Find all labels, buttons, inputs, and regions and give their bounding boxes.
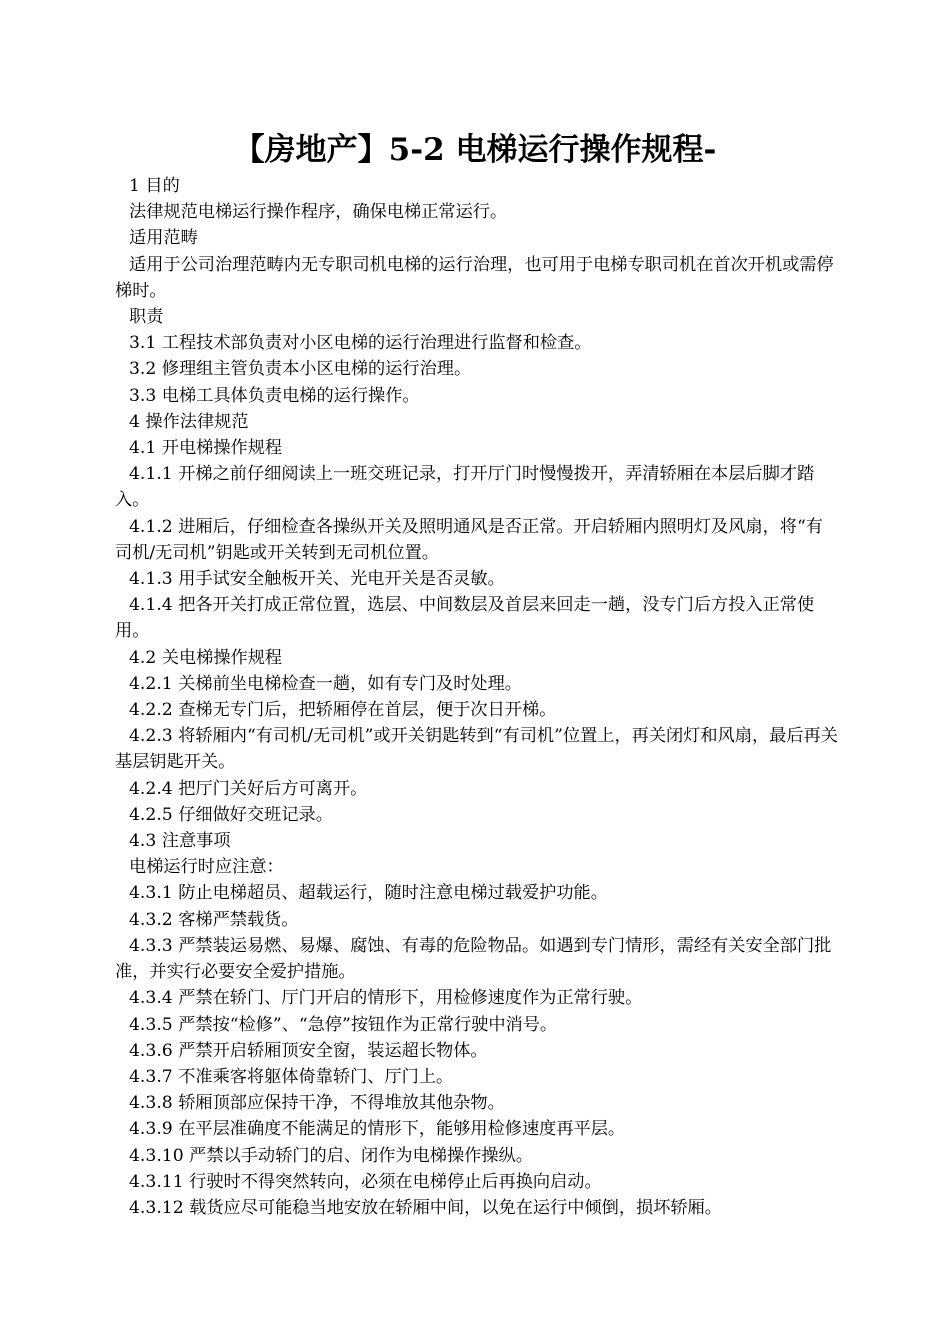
document-paragraph: 职责 xyxy=(129,307,164,328)
document-paragraph: 4.3.7 不准乘客将躯体倚靠轿门、厅门上。 xyxy=(129,1066,454,1087)
document-paragraph: 4.3.11 行驶时不得突然转向，必须在电梯停止后再换向启动。 xyxy=(129,1171,602,1192)
document-paragraph: 法律规范电梯运行操作程序，确保电梯正常运行。 xyxy=(129,202,508,223)
document-paragraph: 3.1 工程技术部负责对小区电梯的运行治理进行监督和检查。 xyxy=(129,333,592,354)
document-paragraph: 3.3 电梯工具体负责电梯的运行操作。 xyxy=(129,385,420,406)
document-body xyxy=(115,173,840,1221)
document-paragraph: 4.2.4 把厅门关好后方可离开。 xyxy=(129,778,368,799)
document-paragraph: 4 操作法律规范 xyxy=(129,411,249,432)
document-paragraph: 4.3.1 防止电梯超员、超载运行，随时注意电梯过载爱护功能。 xyxy=(129,883,608,904)
document-paragraph: 4.3.6 严禁开启轿厢顶安全窗，装运超长物体。 xyxy=(129,1040,488,1061)
document-paragraph: 电梯运行时应注意： xyxy=(129,857,284,878)
document-paragraph: 适用于公司治理范畴内无专职司机电梯的运行治理，也可用于电梯专职司机在首次开机或需停梯时。 xyxy=(115,254,834,301)
document-paragraph: 4.3.5 严禁按“检修”、“急停”按钮作为正常行驶中消号。 xyxy=(129,1014,558,1035)
document-paragraph: 4.1.2 进厢后，仔细检查各操纵开关及照明通风是否正常。开启轿厢内照明灯及风扇，将“有司机/无司机”钥匙或开关转到无司机位置。 xyxy=(115,516,823,563)
document-paragraph: 3.2 修理组主管负责本小区电梯的运行治理。 xyxy=(129,359,472,380)
document-paragraph: 4.3.2 客梯严禁载货。 xyxy=(129,909,299,930)
document-paragraph: 4.1 开电梯操作规程 xyxy=(129,438,283,459)
document-paragraph: 4.2.3 将轿厢内“有司机/无司机”或开关钥匙转到“有司机”位置上，再关闭灯和风扇，最后再关基层钥匙开关。 xyxy=(115,726,838,773)
document-paragraph: 4.2.2 查梯无专门后，把轿厢停在首层，便于次日开梯。 xyxy=(129,700,557,721)
document-paragraph: 1 目的 xyxy=(129,176,180,196)
document-paragraph: 4.3.10 严禁以手动轿门的启、闭作为电梯操作操纵。 xyxy=(129,1145,533,1166)
document-paragraph: 4.3.12 载货应尽可能稳当地安放在轿厢中间，以免在运行中倾倒，损坏轿厢。 xyxy=(129,1197,722,1218)
document-paragraph: 4.1.1 开梯之前仔细阅读上一班交班记录，打开厅门时慢慢拨开，弄清轿厢在本层后脚才踏入。 xyxy=(115,464,815,511)
document-title: 【房地产】5-2 电梯运行操作规程- xyxy=(233,132,717,168)
document-paragraph: 4.2 关电梯操作规程 xyxy=(129,647,283,668)
document-paragraph: 4.2.1 关梯前坐电梯检查一趟，如有专门及时处理。 xyxy=(129,673,522,694)
document-paragraph: 4.1.3 用手试安全触板开关、光电开关是否灵敏。 xyxy=(129,569,505,590)
document-paragraph: 4.2.5 仔细做好交班记录。 xyxy=(129,804,333,825)
document-paragraph: 适用范畴 xyxy=(129,228,198,249)
document-paragraph: 4.3 注意事项 xyxy=(129,831,231,852)
document-paragraph: 4.1.4 把各开关打成正常位置，选层、中间数层及首层来回走一趟，没专门后方投入正常使用。 xyxy=(115,595,815,642)
document-paragraph: 4.3.3 严禁装运易燃、易爆、腐蚀、有毒的危险物品。如遇到专门情形，需经有关安全部门批准，并实行必要安全爱护措施。 xyxy=(115,935,832,983)
document-paragraph: 4.3.8 轿厢顶部应保持干净，不得堆放其他杂物。 xyxy=(129,1093,505,1114)
document-paragraph: 4.3.4 严禁在轿门、厅门开启的情形下，用检修速度作为正常行驶。 xyxy=(129,988,643,1009)
document-paragraph: 4.3.9 在平层准确度不能满足的情形下，能够用检修速度再平层。 xyxy=(129,1119,626,1140)
